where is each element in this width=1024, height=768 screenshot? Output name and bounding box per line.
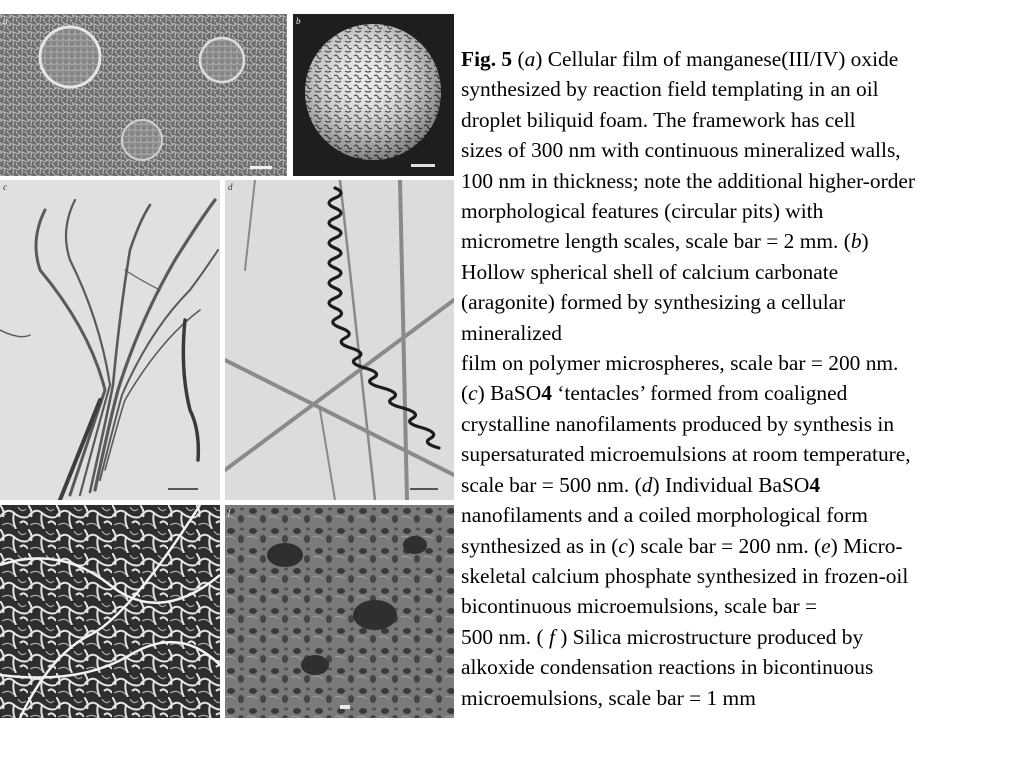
caption-line — [461, 683, 1017, 713]
panel-e-micrograph — [0, 505, 220, 718]
panel-label-e: e — [3, 507, 7, 517]
caption-text: e — [821, 533, 831, 558]
scale-bar — [340, 705, 350, 709]
caption-text: sizes of 300 nm with continuous mineralized walls, — [461, 138, 901, 163]
panel-label-f: f — [228, 507, 231, 517]
caption-line — [461, 591, 1017, 621]
panel-e-skeletal-network — [0, 505, 220, 718]
caption-text: supersaturated microemulsions at room temperature, — [461, 442, 911, 467]
caption-line — [461, 318, 1017, 348]
caption-text: morphological features (circular pits) with — [461, 199, 824, 224]
panel-label-a: a — [3, 16, 8, 26]
panel-d-coiled-filament — [225, 180, 454, 500]
caption-line — [461, 470, 1017, 500]
caption-line — [461, 409, 1017, 439]
caption-text: bicontinuous microemulsions, scale bar = — [461, 594, 818, 619]
panel-d-micrograph — [225, 180, 454, 500]
panel-b-spherical-shell — [293, 14, 454, 176]
panel-f-silica-microstructure — [225, 505, 454, 718]
caption-text: ) Micro- — [830, 533, 903, 558]
scale-bar — [411, 164, 435, 167]
panel-label-c: c — [3, 182, 7, 192]
caption-line — [461, 561, 1017, 591]
caption-text: ) Cellular film of manganese(III/IV) oxide — [535, 47, 899, 71]
caption-text: c — [468, 381, 478, 406]
caption-text: ) scale bar = 200 nm. ( — [627, 533, 822, 558]
caption-text: ( — [512, 47, 525, 71]
caption-text: Hollow spherical shell of calcium carbonate — [461, 259, 839, 284]
caption-text: ) Silica microstructure produced by — [554, 624, 864, 649]
caption-line — [461, 74, 1017, 104]
figure-caption — [461, 44, 1017, 713]
caption-text: d — [641, 472, 653, 497]
caption-line — [461, 226, 1017, 256]
panel-c-tentacles — [0, 180, 220, 500]
panel-label-d: d — [228, 182, 233, 192]
caption-line — [461, 500, 1017, 530]
panel-c-micrograph — [0, 180, 220, 500]
panel-a-micrograph — [0, 14, 287, 176]
caption-line — [461, 378, 1017, 408]
circular-pit — [200, 38, 244, 82]
caption-text: droplet biliquid foam. The framework has cell — [461, 107, 856, 132]
caption-line — [461, 196, 1017, 226]
caption-line — [461, 166, 1017, 196]
caption-text: ) Individual BaSO — [652, 472, 810, 497]
caption-text: ) BaSO — [477, 381, 542, 406]
circular-pit — [40, 27, 100, 87]
caption-text: f — [548, 624, 555, 649]
panel-f-micrograph — [225, 505, 454, 718]
caption-text: 100 nm in thickness; note the additional higher-order — [461, 168, 916, 193]
caption-text: b — [850, 229, 862, 254]
caption-text: ‘tentacles’ formed from coaligned — [551, 381, 848, 406]
caption-text: synthesized as in ( — [461, 533, 619, 558]
caption-text: synthesized by reaction field templating in an oil — [461, 77, 879, 102]
caption-line — [461, 44, 1017, 74]
panel-a-cellular-film — [0, 14, 287, 176]
caption-line — [461, 439, 1017, 469]
caption-text: (aragonite) formed by synthesizing a cellular — [461, 290, 846, 315]
caption-text: micrometre length scales, scale bar = 2 mm. ( — [461, 229, 851, 254]
caption-text: alkoxide condensation reactions in bicontinuous — [461, 655, 874, 680]
circular-pit — [122, 120, 162, 160]
caption-line — [461, 531, 1017, 561]
scale-bar — [410, 488, 438, 490]
caption-text: ) — [861, 229, 869, 254]
caption-line — [461, 257, 1017, 287]
caption-text: microemulsions, scale bar = 1 mm — [461, 685, 756, 710]
caption-text: crystalline nanofilaments produced by synthesis in — [461, 411, 895, 436]
caption-line — [461, 348, 1017, 378]
caption-text: 500 nm. ( — [461, 624, 549, 649]
scale-bar — [250, 166, 272, 169]
caption-text: a — [524, 47, 536, 71]
caption-text: ( — [461, 381, 469, 406]
caption-line — [461, 105, 1017, 135]
panel-b-micrograph — [293, 14, 454, 176]
caption-text: nanofilaments and a coiled morphological form — [461, 503, 868, 528]
caption-text: skeletal calcium phosphate synthesized in frozen-oil — [461, 563, 909, 588]
scale-bar — [168, 488, 198, 490]
caption-text: 4 — [809, 472, 821, 497]
caption-line — [461, 287, 1017, 317]
caption-text: c — [618, 533, 628, 558]
caption-line — [461, 622, 1017, 652]
caption-text: film on polymer microspheres, scale bar = 200 nm. — [461, 351, 899, 376]
figure-label: Fig. 5 — [461, 47, 513, 71]
caption-text: mineralized — [461, 320, 562, 345]
caption-line — [461, 652, 1017, 682]
caption-line — [461, 135, 1017, 165]
panel-label-b: b — [296, 16, 301, 26]
caption-text: 4 — [541, 381, 552, 406]
caption-text: scale bar = 500 nm. ( — [461, 472, 642, 497]
